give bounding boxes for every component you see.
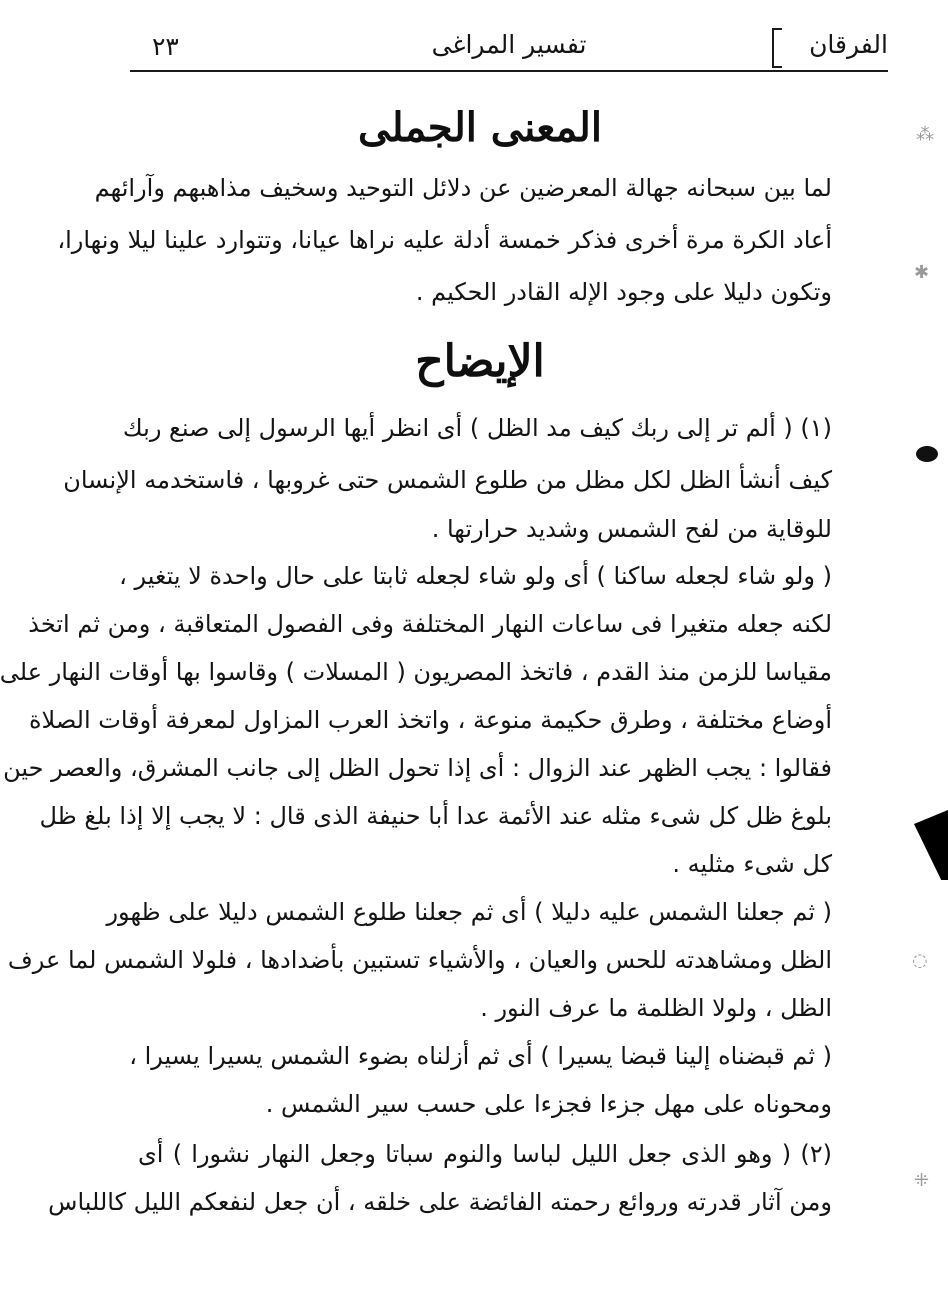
scan-edge-mark	[914, 810, 948, 880]
text-line: ومن آثار قدرته وروائع رحمته الفائضة على خلقه ، أن جعل لنفعكم الليل كاللباس	[48, 1188, 832, 1216]
text-line: الظل ، ولولا الظلمة ما عرف النور .	[480, 994, 832, 1022]
explanation-heading: الإيضاح	[415, 336, 545, 387]
faint-speck-mark: ⁂	[916, 124, 934, 145]
text-line: للوقاية من لفح الشمس وشديد حرارتها .	[431, 515, 832, 543]
header-rule	[130, 70, 888, 72]
ink-blot-mark	[916, 446, 938, 462]
text-line: ومحوناه على مهل جزءا فجزءا على حسب سير الشمس .	[265, 1090, 832, 1118]
page-number: ٢٣	[152, 32, 179, 61]
text-line: كل شىء مثليه .	[672, 850, 832, 878]
text-line: أعاد الكرة مرة أخرى فذكر خمسة أدلة عليه نراها عيانا، وتتوارد علينا ليلا ونهارا،	[57, 226, 832, 254]
text-line: الظل ومشاهدته للحس والعيان ، والأشياء تستبين بأضدادها ، فلولا الشمس لما عرف	[7, 946, 832, 974]
header-bracket	[772, 28, 782, 68]
text-line: لكنه جعله متغيرا فى ساعات النهار المختلفة وفى الفصول المتعاقبة ، ومن ثم اتخذ	[28, 610, 832, 638]
text-line: كيف أنشأ الظل لكل مظل من طلوع الشمس حتى غروبها ، فاستخدمه الإنسان	[63, 466, 832, 494]
summary-heading: المعنى الجملى	[358, 104, 602, 151]
book-title: تفسير المراغى	[431, 30, 587, 59]
text-line: ( ثم قبضناه إلينا قبضا يسيرا ) أى ثم أزلناه بضوء الشمس يسيرا يسيرا ،	[129, 1042, 832, 1070]
text-line: لما بين سبحانه جهالة المعرضين عن دلائل التوحيد وسخيف مذاهبهم وآرائهم	[94, 174, 832, 202]
text-line: (٢) ( وهو الذى جعل الليل لباسا والنوم سباتا وجعل النهار نشورا ) أى	[138, 1140, 832, 1168]
text-line: فقالوا : يجب الظهر عند الزوال : أى إذا تحول الظل إلى جانب المشرق، والعصر حين	[3, 754, 832, 782]
text-line: مقياسا للزمن منذ القدم ، فاتخذ المصريون ( المسلات ) وقاسوا بها أوقات النهار على	[0, 658, 832, 686]
faint-speck-mark: ◌	[912, 950, 928, 971]
text-line: بلوغ ظل كل شىء مثله عند الأئمة عدا أبا حنيفة الذى قال : لا يجب إلا إذا بلغ ظل	[39, 802, 832, 830]
text-line: ( ولو شاء لجعله ساكنا ) أى ولو شاء لجعله ثابتا على حال واحدة لا يتغير ،	[119, 562, 832, 590]
faint-speck-mark: ⁜	[914, 1170, 930, 1191]
text-line: وتكون دليلا على وجود الإله القادر الحكيم .	[415, 278, 832, 306]
text-line: ( ثم جعلنا الشمس عليه دليلا ) أى ثم جعلنا طلوع الشمس دليلا على ظهور	[106, 898, 832, 926]
text-line: أوضاع مختلفة ، وطرق حكيمة منوعة ، واتخذ العرب المزاول لمعرفة أوقات الصلاة	[28, 706, 832, 734]
faint-speck-mark: ✱	[914, 262, 930, 283]
surah-name: الفرقان	[809, 30, 888, 59]
running-header	[130, 18, 888, 72]
text-line: (١) ( ألم تر إلى ربك كيف مد الظل ) أى انظر أيها الرسول إلى صنع ربك	[122, 414, 832, 442]
